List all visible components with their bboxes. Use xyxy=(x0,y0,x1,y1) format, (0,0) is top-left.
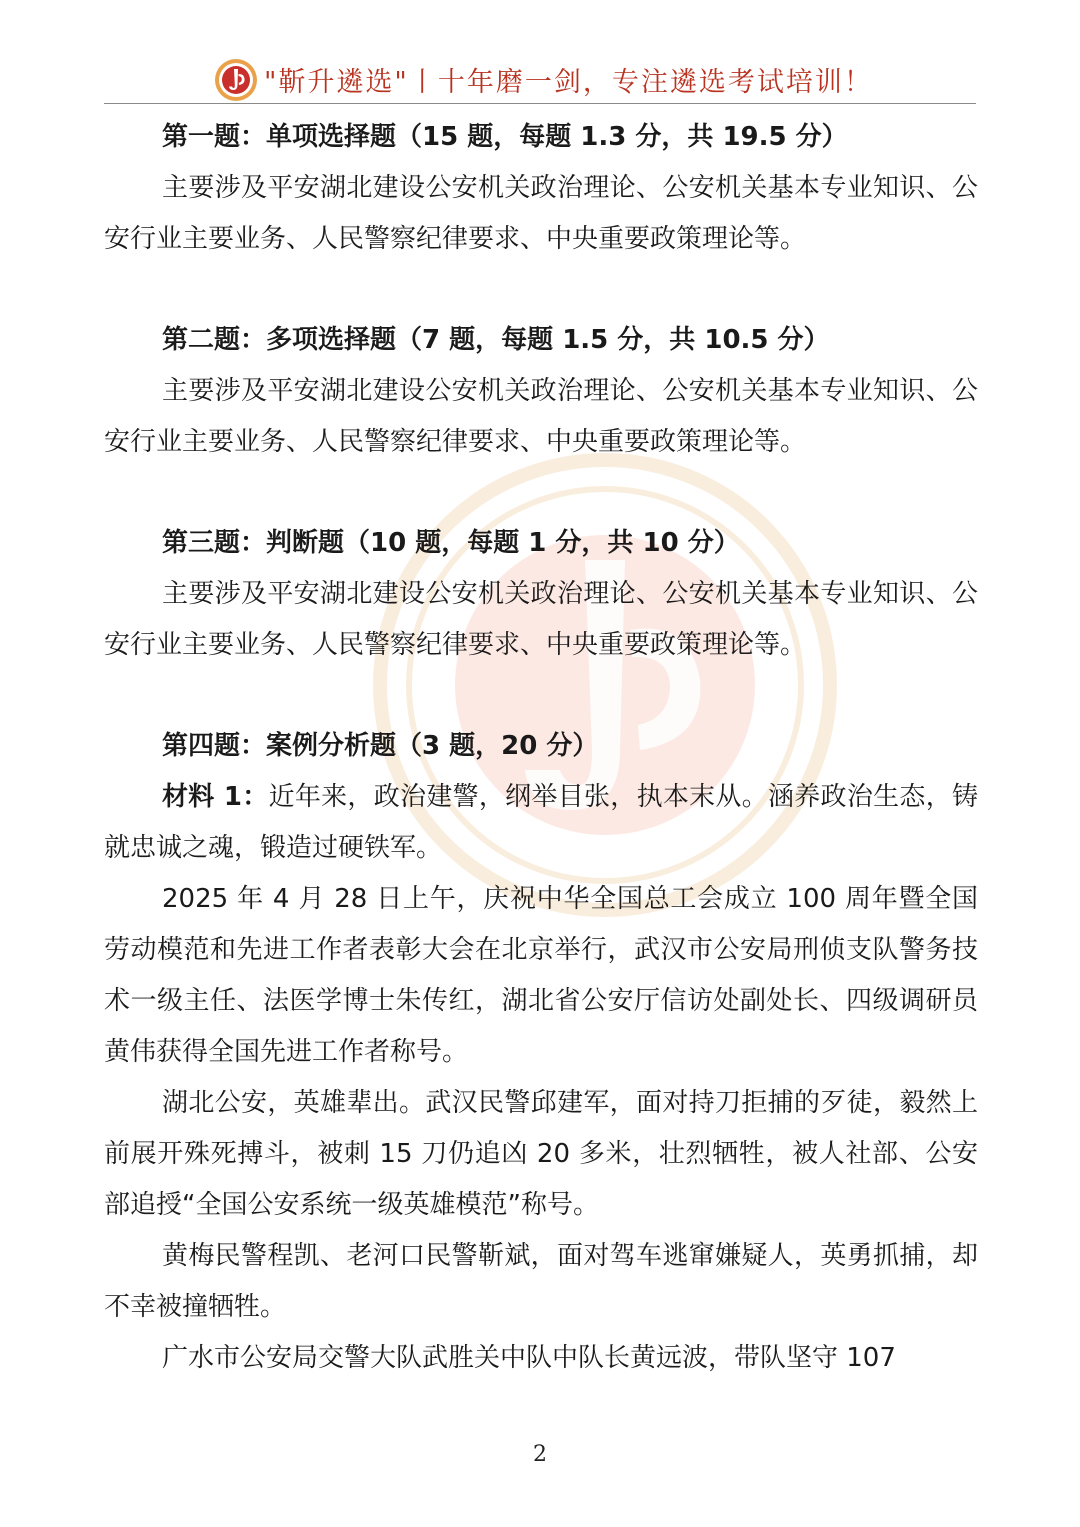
material-text: 近年来，政治建警，纲举目张，执本末从。涵养政治生态，铸就忠诚之魂，锻造过硬铁军。 xyxy=(104,782,978,863)
section-heading: 第四题：案例分析题（3 题，20 分） xyxy=(162,731,599,761)
case-paragraph: 黄梅民警程凯、老河口民警靳斌，面对驾车逃窜嫌疑人，英勇抓捕，却不幸被撞牺牲。 xyxy=(104,1241,978,1322)
header-divider xyxy=(104,103,976,104)
section-multiple-choice xyxy=(104,315,978,468)
case-paragraph: 2025 年 4 月 28 日上午，庆祝中华全国总工会成立 100 周年暨全国劳动模范和先进工作者表彰大会在北京举行，武汉市公安局刑侦支队警务技术一级主任、法医学博士朱传红，湖北省公安厅信访处副处长、四级调研员黄伟获得全国先进工作者称号。 xyxy=(104,884,978,1067)
material-label: 材料 1： xyxy=(162,782,269,812)
section-single-choice xyxy=(104,112,978,265)
section-heading: 第二题：多项选择题（7 题，每题 1.5 分，共 10.5 分） xyxy=(162,325,830,355)
page-number: 2 xyxy=(533,1442,547,1467)
section-paragraph: 主要涉及平安湖北建设公安机关政治理论、公安机关基本专业知识、公安行业主要业务、人民警察纪律要求、中央重要政策理论等。 xyxy=(104,173,978,254)
section-paragraph: 主要涉及平安湖北建设公安机关政治理论、公安机关基本专业知识、公安行业主要业务、人民警察纪律要求、中央重要政策理论等。 xyxy=(104,579,978,660)
section-true-false xyxy=(104,518,978,671)
header-slogan: "靳升遴选"丨十年磨一剑，专注遴选考试培训！ xyxy=(264,67,873,98)
logo-icon xyxy=(214,58,258,102)
section-case-analysis xyxy=(104,721,978,1384)
document-body xyxy=(104,112,978,1384)
section-heading: 第三题：判断题（10 题，每题 1 分，共 10 分） xyxy=(162,528,740,558)
section-heading: 第一题：单项选择题（15 题，每题 1.3 分，共 19.5 分） xyxy=(162,122,848,152)
case-paragraph: 湖北公安，英雄辈出。武汉民警邱建军，面对持刀拒捕的歹徒，毅然上前展开殊死搏斗，被刺 15 刀仍追凶 20 多米，壮烈牺牲，被人社部、公安部追授“全国公安系统一级英雄模范”称号。 xyxy=(104,1088,978,1220)
section-paragraph: 主要涉及平安湖北建设公安机关政治理论、公安机关基本专业知识、公安行业主要业务、人民警察纪律要求、中央重要政策理论等。 xyxy=(104,376,978,457)
case-paragraph: 广水市公安局交警大队武胜关中队中队长黄远波，带队坚守 107 xyxy=(162,1343,896,1373)
material-paragraph xyxy=(104,772,978,874)
